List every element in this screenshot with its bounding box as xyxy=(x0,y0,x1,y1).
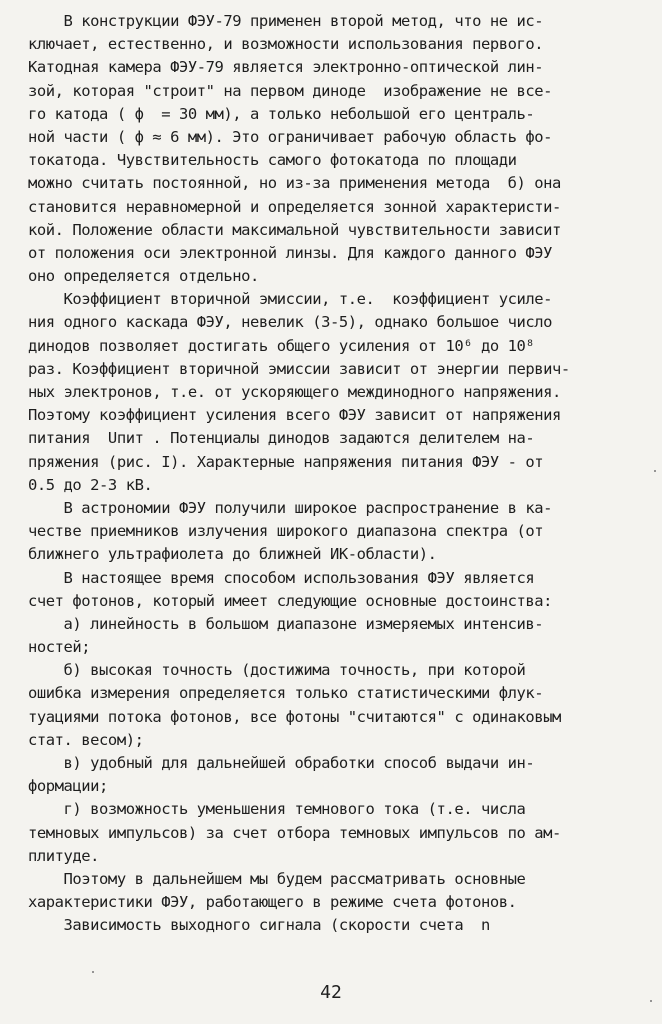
text-line: оно определяется отдельно. xyxy=(28,267,259,286)
text-line: от положения оси электронной линзы. Для каждого данного ФЭУ xyxy=(28,243,553,262)
text-line: формации; xyxy=(28,777,108,796)
text-line: динодов позволяет достигать общего усиления от 10⁶ до 10⁸ xyxy=(28,336,535,355)
text-line: честве приемников излучения широкого диапазона спектра (от xyxy=(28,522,544,541)
text-line: кой. Положение области максимальной чувствительности зависит xyxy=(28,220,561,239)
text-line: Коэффициент вторичной эмиссии, т.е. коэффициент усиле- xyxy=(28,290,553,309)
text-line: ных электронов, т.е. от ускоряющего междинодного напряжения. xyxy=(28,383,561,401)
text-line: г) возможность уменьшения темнового тока (т.е. числа xyxy=(28,800,526,819)
text-line: зой, которая "строит" на первом диноде изображение не все- xyxy=(28,81,553,100)
text-line: в) удобный для дальнейшей обработки способ выдачи ин- xyxy=(28,754,535,772)
text-line: В астрономии ФЭУ получили широкое распространение в ка- xyxy=(28,498,553,517)
text-line: становится неравномерной и определяется зонной характеристи- xyxy=(28,197,561,216)
text-line: а) линейность в большом диапазоне измеряемых интенсив- xyxy=(28,614,544,633)
text-line: стат. весом); xyxy=(28,730,144,749)
text-line: счет фотонов, который имеет следующие основные достоинства: xyxy=(28,591,553,610)
text-line: 0.5 до 2-3 кВ. xyxy=(28,475,153,494)
text-line: туациями потока фотонов, все фотоны "считаются" с одинаковым xyxy=(28,707,561,726)
scan-speck xyxy=(92,971,94,973)
body-text xyxy=(28,10,634,938)
text-line: В конструкции ФЭУ-79 применен второй метод, что не ис- xyxy=(28,12,544,30)
text-line: Поэтому в дальнейшем мы будем рассматривать основные xyxy=(28,869,526,888)
scan-speck xyxy=(650,1000,652,1002)
text-line: питания Uпит . Потенциалы динодов задаются делителем на- xyxy=(28,429,535,448)
text-line: раз. Коэффициент вторичной эмиссии зависит от энергии первич- xyxy=(28,359,570,378)
text-line: ной части ( ϕ ≈ 6 мм). Это ограничивает рабочую область фо- xyxy=(28,127,553,146)
text-line: плитуде. xyxy=(28,846,100,865)
text-line: В настоящее время способом использования ФЭУ является xyxy=(28,568,535,587)
text-line: ошибка измерения определяется только статистическими флук- xyxy=(28,684,544,703)
page-number: 42 xyxy=(320,982,342,1003)
text-line: ближнего ультрафиолета до ближней ИК-области). xyxy=(28,545,437,564)
text-line: Зависимость выходного сигнала (скорости счета n xyxy=(28,916,490,935)
text-line: темновых импульсов) за счет отбора темновых импульсов по ам- xyxy=(28,823,561,842)
scan-speck xyxy=(654,470,656,472)
text-line: ностей; xyxy=(28,638,91,657)
text-line: характеристики ФЭУ, работающего в режиме счета фотонов. xyxy=(28,893,517,912)
text-line: можно считать постоянной, но из-за применения метода б) она xyxy=(28,174,561,193)
text-line: пряжения (рис. I). Характерные напряжения питания ФЭУ - от xyxy=(28,452,544,471)
text-line: ния одного каскада ФЭУ, невелик (3-5), однако большое число xyxy=(28,313,553,332)
text-line: ключает, естественно, и возможности использования первого. xyxy=(28,35,544,54)
text-line: токатода. Чувствительность самого фотокатода по площади xyxy=(28,151,517,170)
text-line: Катодная камера ФЭУ-79 является электронно-оптической лин- xyxy=(28,58,544,77)
text-line: б) высокая точность (достижима точность, при которой xyxy=(28,661,526,680)
text-line: Поэтому коэффициент усиления всего ФЭУ зависит от напряжения xyxy=(28,406,561,425)
text-line: го катода ( ϕ = 30 мм), а только небольшой его централь- xyxy=(28,104,535,123)
